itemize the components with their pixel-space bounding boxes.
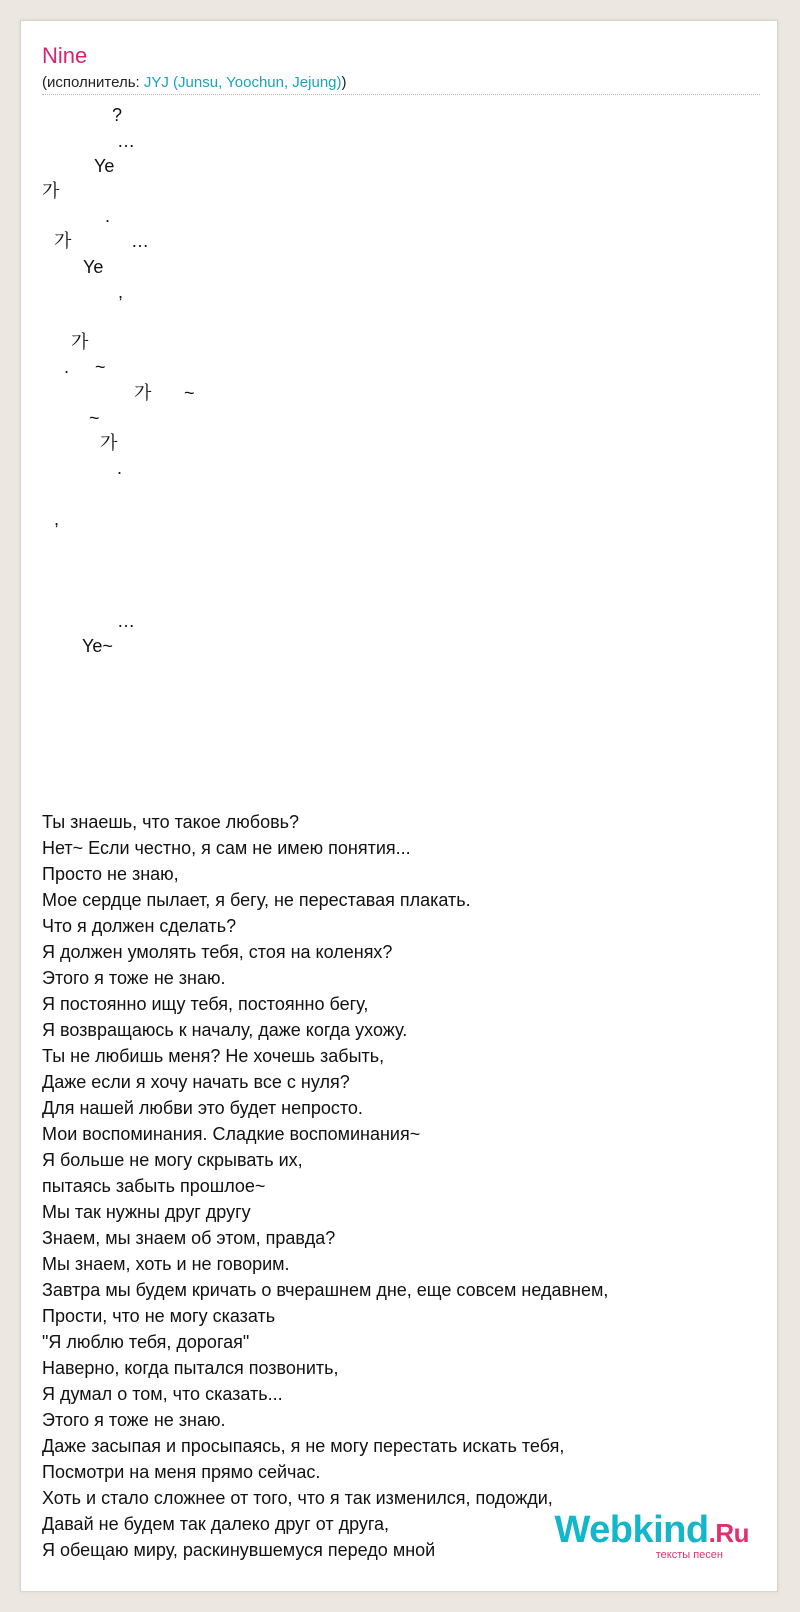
lyric-line: Я должен умолять тебя, стоя на коленях? [42, 942, 393, 962]
lyric-line: Наверно, когда пытался позвонить, [42, 1358, 339, 1378]
korean-fragment: . [105, 206, 111, 226]
title-divider [42, 94, 760, 95]
lyrics-card [20, 20, 778, 1592]
korean-fragment: 가 [71, 332, 89, 352]
korean-fragment: ~ [89, 408, 100, 428]
artist-link[interactable]: JYJ (Junsu, Yoochun, Jejung) [143, 74, 342, 91]
korean-fragment: Ye [94, 156, 115, 176]
korean-fragment: 가 [54, 231, 72, 251]
song-title: Nine [42, 43, 88, 68]
lyric-line: Этого я тоже не знаю. [42, 1410, 226, 1430]
korean-fragment: … [117, 131, 135, 151]
lyric-line: Просто не знаю, [42, 864, 179, 884]
korean-fragment: 가 [42, 181, 60, 201]
korean-fragment: . [64, 357, 70, 377]
lyric-line: Я думал о том, что сказать... [42, 1384, 283, 1404]
lyric-line: Мое сердце пылает, я бегу, не переставая плакать. [42, 890, 471, 910]
lyric-line: Мои воспоминания. Сладкие воспоминания~ [42, 1124, 421, 1144]
lyric-line: Хоть и стало сложнее от того, что я так изменился, подожди, [42, 1488, 553, 1508]
korean-fragment: . [117, 458, 123, 478]
korean-fragment: … [117, 611, 135, 631]
lyric-line: пытаясь забыть прошлое~ [42, 1176, 266, 1196]
lyric-line: Нет~ Если честно, я сам не имею понятия... [42, 838, 411, 858]
korean-fragment: 가 [100, 433, 118, 453]
lyric-line: Давай не будем так далеко друг от друга, [42, 1514, 390, 1534]
lyric-line: Прости, что не могу сказать [42, 1306, 276, 1326]
lyric-line: Даже если я хочу начать все с нуля? [42, 1072, 350, 1092]
korean-fragment: , [118, 282, 124, 302]
logo-tagline: тексты песен [655, 1549, 723, 1561]
logo-brand: Webkind [554, 1509, 709, 1551]
lyric-line: Мы так нужны друг другу [42, 1202, 251, 1222]
korean-fragment: Ye~ [82, 636, 113, 656]
korean-fragment: ~ [95, 357, 106, 377]
korean-fragment: , [54, 509, 60, 529]
russian-translation [42, 809, 608, 1563]
korean-fragment: 가 [134, 383, 152, 403]
lyric-line: Я больше не могу скрывать их, [42, 1150, 303, 1170]
performer-prefix: (исполнитель: [42, 74, 144, 91]
lyric-line: Мы знаем, хоть и не говорим. [42, 1254, 290, 1274]
logo-tld: .Ru [708, 1518, 749, 1548]
lyric-line: Завтра мы будем кричать о вчерашнем дне, еще совсем недавнем, [42, 1280, 609, 1300]
korean-fragment: Ye [83, 257, 104, 277]
korean-fragment: … [131, 231, 149, 251]
lyric-line: Посмотри на меня прямо сейчас. [42, 1462, 321, 1482]
lyric-line: Я возвращаюсь к началу, даже когда ухожу. [42, 1020, 408, 1040]
lyric-line: Ты не любишь меня? Не хочешь забыть, [42, 1046, 385, 1066]
lyric-line: Ты знаешь, что такое любовь? [42, 812, 300, 832]
lyric-line: Этого я тоже не знаю. [42, 968, 226, 988]
lyric-line: Я обещаю миру, раскинувшемуся передо мной [42, 1540, 436, 1560]
lyric-line: Что я должен сделать? [42, 916, 237, 936]
lyric-line: Я постоянно ищу тебя, постоянно бегу, [42, 994, 369, 1014]
performer-suffix: ) [341, 74, 347, 91]
korean-fragment: ~ [184, 383, 195, 403]
lyric-line: Даже засыпая и просыпаясь, я не могу перестать искать тебя, [42, 1436, 565, 1456]
lyric-line: "Я люблю тебя, дорогая" [42, 1332, 250, 1352]
lyric-line: Знаем, мы знаем об этом, правда? [42, 1228, 336, 1248]
lyric-line: Для нашей любви это будет непросто. [42, 1098, 363, 1118]
korean-fragment: ? [112, 105, 123, 125]
performer-line [42, 74, 347, 91]
site-logo[interactable] [554, 1510, 749, 1561]
